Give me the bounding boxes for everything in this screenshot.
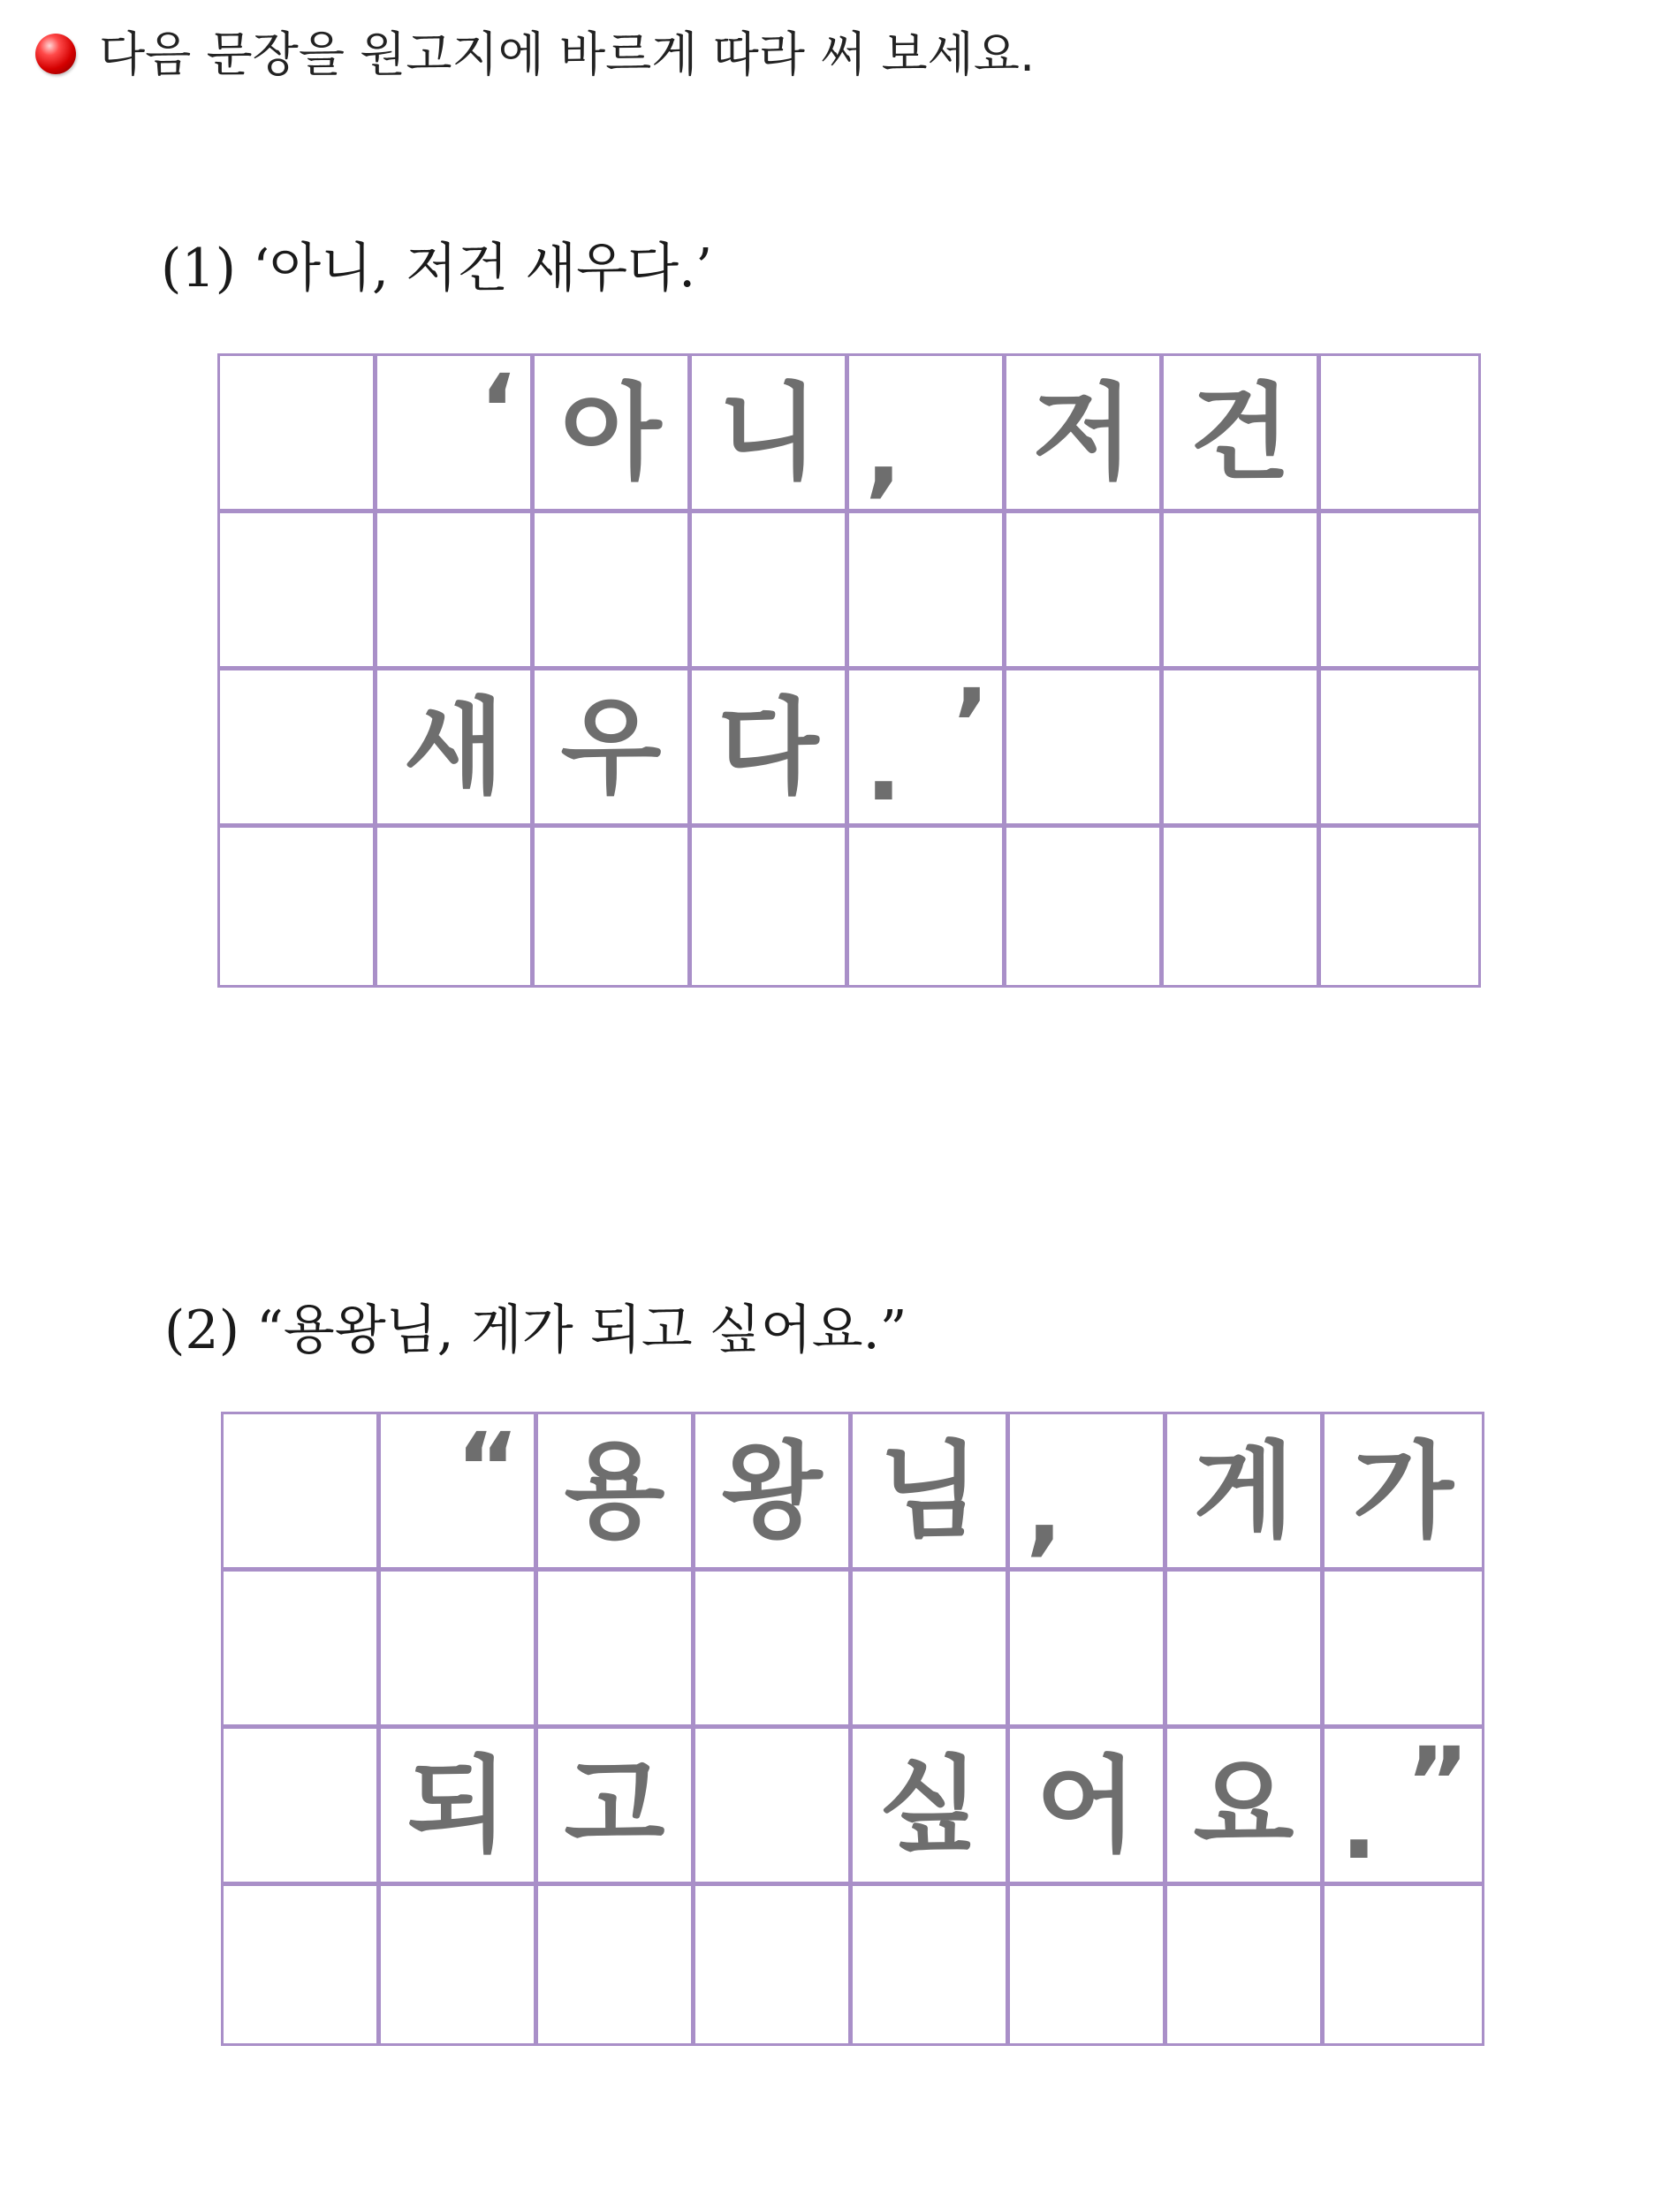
grid-1-cell-r3-c4 <box>692 670 849 828</box>
grid-2-cell-r3-c5 <box>853 1729 1010 1886</box>
grid-2-cell-r4-c2 <box>381 1886 538 2043</box>
grid-1-cell-r1-c3 <box>535 356 692 513</box>
grid-1-cell-r2-c3 <box>535 513 692 670</box>
grid-2-glyph-r3-c5: 싶 <box>878 1744 980 1867</box>
grid-2-cell-r2-c5 <box>853 1572 1010 1729</box>
grid-1-cell-r3-c3 <box>535 670 692 828</box>
grid-2-cell-r2-c8 <box>1325 1572 1482 1729</box>
grid-1-cell-r1-c4 <box>692 356 849 513</box>
grid-2-cell-r1-c3 <box>538 1414 695 1572</box>
grid-2-cell-r1-c8 <box>1325 1414 1482 1572</box>
grid-2-cell-r2-c6 <box>1010 1572 1167 1729</box>
grid-2-cell-r2-c4 <box>695 1572 853 1729</box>
grid-2-cell-r4-c6 <box>1010 1886 1167 2043</box>
grid-2-cell-r4-c7 <box>1167 1886 1325 2043</box>
grid-1-cell-r3-c7 <box>1164 670 1321 828</box>
grid-2-cell-r2-c7 <box>1167 1572 1325 1729</box>
grid-1-cell-r2-c2 <box>377 513 535 670</box>
grid-1-cell-r4-c6 <box>1006 828 1164 985</box>
grid-1-cell-r3-c8 <box>1321 670 1478 828</box>
grid-2-cell-r4-c3 <box>538 1886 695 2043</box>
red-ball-bullet-icon <box>35 34 76 74</box>
grid-2-glyph-r3-c7: 요 <box>1193 1744 1294 1867</box>
grid-1-cell-r3-c1 <box>220 670 377 828</box>
manuscript-grid-2 <box>221 1412 1484 2046</box>
grid-1-cell-r3-c2 <box>377 670 535 828</box>
grid-1-cell-r1-c7 <box>1164 356 1321 513</box>
grid-2-cell-r1-c2 <box>381 1414 538 1572</box>
grid-2-glyph-r1-c7: 게 <box>1193 1429 1294 1552</box>
grid-1-cell-r4-c7 <box>1164 828 1321 985</box>
grid-1-cell-r4-c3 <box>535 828 692 985</box>
grid-2-cell-r3-c3 <box>538 1729 695 1886</box>
grid-1-cell-r1-c5 <box>849 356 1006 513</box>
grid-2-glyph-r3-c3: 고 <box>564 1744 665 1867</box>
grid-2-glyph-r1-c2: “ <box>455 1412 520 1525</box>
grid-1-glyph-r1-c2: ‘ <box>479 353 516 466</box>
grid-1-cell-r3-c6 <box>1006 670 1164 828</box>
grid-2-cell-r3-c7 <box>1167 1729 1325 1886</box>
grid-2-glyph-r3-c6: 어 <box>1036 1744 1137 1867</box>
grid-1-glyph-r1-c6: 저 <box>1032 371 1134 494</box>
grid-2-cell-r3-c6 <box>1010 1729 1167 1886</box>
grid-1-cell-r1-c1 <box>220 356 377 513</box>
exercise-1-label: (1) ‘아니, 저건 새우다.’ <box>161 238 713 299</box>
grid-1-cell-r2-c7 <box>1164 513 1321 670</box>
grid-2-cell-r2-c2 <box>381 1572 538 1729</box>
grid-1-cell-r2-c1 <box>220 513 377 670</box>
grid-1-cell-r1-c6 <box>1006 356 1164 513</box>
grid-2-glyph-r1-c5: 님 <box>878 1429 980 1552</box>
grid-1-glyph-r1-c3: 아 <box>560 371 662 494</box>
grid-2-cell-r1-c6 <box>1010 1414 1167 1572</box>
grid-1-glyph-r3-c4: 다 <box>717 686 819 808</box>
grid-2-cell-r4-c4 <box>695 1886 853 2043</box>
grid-2-cell-r1-c1 <box>224 1414 381 1572</box>
grid-1-glyph-r1-c7: 건 <box>1189 371 1291 494</box>
grid-2-glyph-r3-c8: . <box>1340 1768 1378 1881</box>
grid-1-cell-r2-c4 <box>692 513 849 670</box>
grid-2-glyph-r1-c3: 용 <box>564 1429 665 1552</box>
grid-1-cell-r1-c8 <box>1321 356 1478 513</box>
grid-1-glyph-r3-c2: 새 <box>403 686 505 808</box>
grid-2-cell-r4-c8 <box>1325 1886 1482 2043</box>
grid-1-glyph-r1-c5: , <box>865 395 902 508</box>
grid-2-cell-r3-c4 <box>695 1729 853 1886</box>
grid-1-cell-r4-c2 <box>377 828 535 985</box>
grid-1-glyph-r3-c3: 우 <box>560 686 662 808</box>
grid-2-glyph-r1-c8: 가 <box>1353 1429 1454 1552</box>
grid-2-cell-r2-c1 <box>224 1572 381 1729</box>
grid-1-cell-r1-c2 <box>377 353 535 513</box>
grid-1-cell-r4-c1 <box>220 828 377 985</box>
grid-2-cell-r1-c7 <box>1167 1414 1325 1572</box>
grid-1-cell-r4-c5 <box>849 828 1006 985</box>
grid-2-glyph-r1-c6: , <box>1026 1453 1063 1566</box>
instruction-text: 다음 문장을 원고지에 바르게 따라 써 보세요. <box>99 27 1036 82</box>
grid-2-cell-r2-c3 <box>538 1572 695 1729</box>
grid-2-cell-r4-c1 <box>224 1886 381 2043</box>
grid-1-glyph-r3-c5: . <box>865 709 902 822</box>
grid-1-glyph-r1-c4: 니 <box>717 371 819 494</box>
grid-2-cell-r1-c5 <box>853 1414 1010 1572</box>
grid-2-cell-r4-c5 <box>853 1886 1010 2043</box>
grid-1-cell-r4-c4 <box>692 828 849 985</box>
grid-1-cell-r2-c5 <box>849 513 1006 670</box>
grid-2-cell-r3-c8: . ” <box>1325 1729 1482 1886</box>
grid-1-cell-r4-c8 <box>1321 828 1478 985</box>
grid-2-cell-r1-c4 <box>695 1414 853 1572</box>
grid-2-glyph-r1-c4: 왕 <box>721 1429 823 1552</box>
grid-1-cell-r2-c6 <box>1006 513 1164 670</box>
grid-1-cell-r3-c5: . ’ <box>849 670 1006 828</box>
exercise-2-label: (2) “용왕님, 게가 되고 싶어요.” <box>164 1299 907 1361</box>
grid-2-cell-r3-c2 <box>381 1729 538 1886</box>
manuscript-grid-1 <box>217 353 1481 988</box>
grid-2-glyph-r3-c2: 되 <box>406 1744 508 1867</box>
grid-2-cell-r3-c1 <box>224 1729 381 1886</box>
grid-1-cell-r2-c8 <box>1321 513 1478 670</box>
